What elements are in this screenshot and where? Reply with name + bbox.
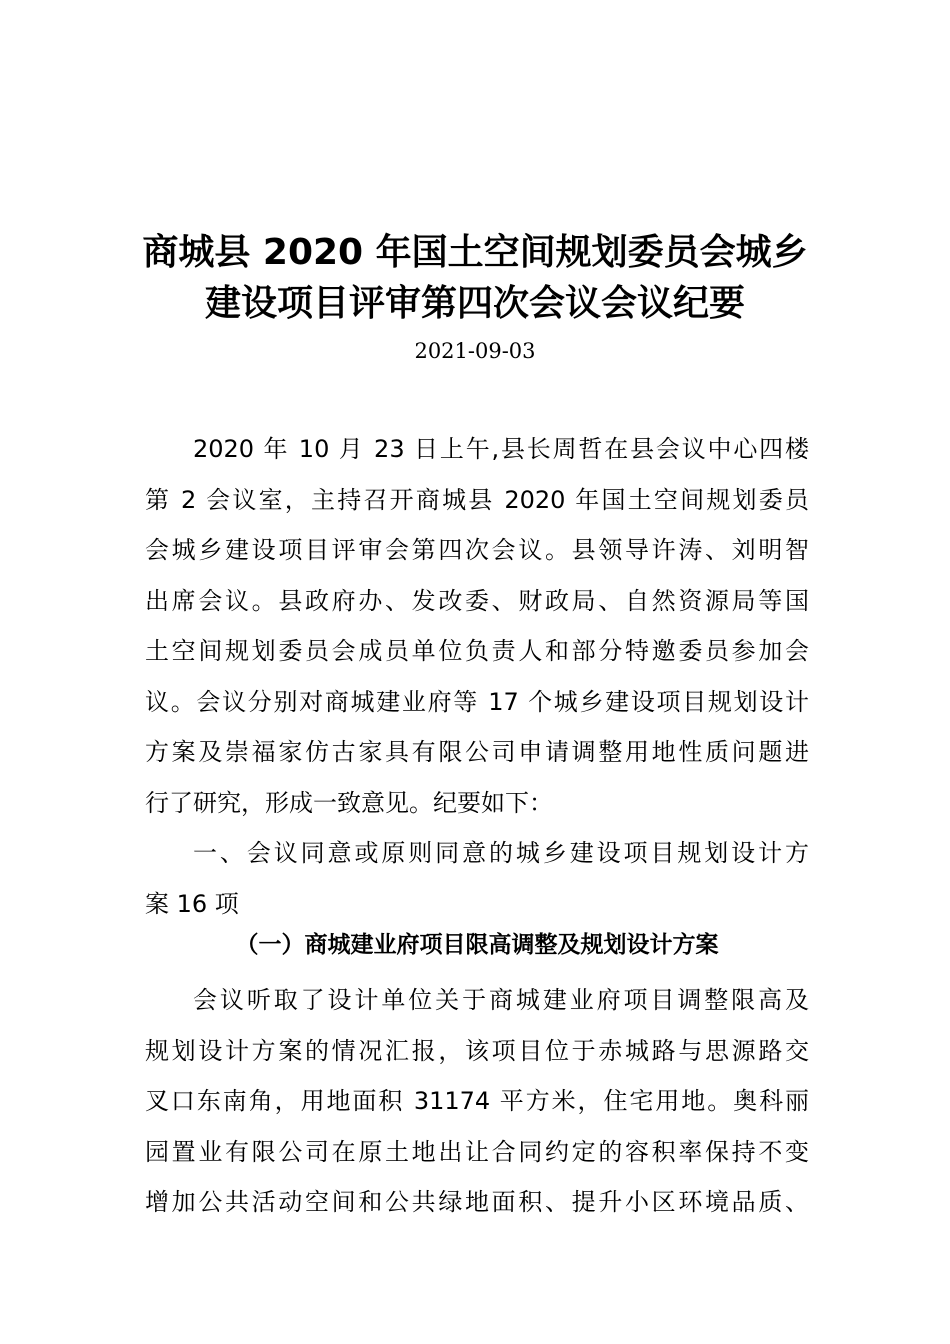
paragraph-line: 第 2 会议室，主持召开商城县 2020 年国土空间规划委员 <box>145 485 809 514</box>
paragraph-line: 会城乡建设项目评审会第四次会议。县领导许涛、刘明智 <box>145 536 809 564</box>
title-line-2: 建设项目评审第四次会议会议纪要 <box>204 282 745 324</box>
paragraph-line: 议。会议分别对商城建业府等 17 个城乡建设项目规划设计 <box>145 687 809 716</box>
paragraph-line: 土空间规划委员会成员单位负责人和部分特邀委员参加会 <box>145 637 809 665</box>
paragraph-line: 会议听取了设计单位关于商城建业府项目调整限高及 <box>193 986 809 1014</box>
section-line: 一、会议同意或原则同意的城乡建设项目规划设计方 <box>193 839 809 867</box>
paragraph-line: 增加公共活动空间和公共绿地面积、提升小区环境品质、 <box>145 1188 809 1216</box>
paragraph-line: 叉口东南角，用地面积 31174 平方米，住宅用地。奥科丽 <box>145 1087 809 1115</box>
paragraph-line: 规划设计方案的情况汇报，该项目位于赤城路与思源路交 <box>145 1036 809 1065</box>
paragraph-line: 方案及崇福家仿古家具有限公司申请调整用地性质问题进 <box>145 738 809 766</box>
paragraph-line: 出席会议。县政府办、发改委、财政局、自然资源局等国 <box>145 586 809 615</box>
paragraph-line: 行了研究，形成一致意见。纪要如下： <box>145 788 553 817</box>
document-date: 2021-09-03 <box>414 339 536 363</box>
subsection-heading: （一）商城建业府项目限高调整及规划设计方案 <box>235 932 719 958</box>
document-title <box>100 226 850 327</box>
paragraph-project <box>145 975 809 1228</box>
section-heading-1 <box>145 828 809 929</box>
paragraph-intro <box>145 424 809 828</box>
paragraph-line: 园置业有限公司在原土地出让合同约定的容积率保持不变 <box>145 1137 809 1166</box>
section-line: 案 16 项 <box>145 889 239 918</box>
title-line-1: 商城县 2020 年国土空间规划委员会城乡 <box>142 232 808 273</box>
paragraph-line: 2020 年 10 月 23 日上午,县长周哲在县会议中心四楼 <box>193 435 809 463</box>
